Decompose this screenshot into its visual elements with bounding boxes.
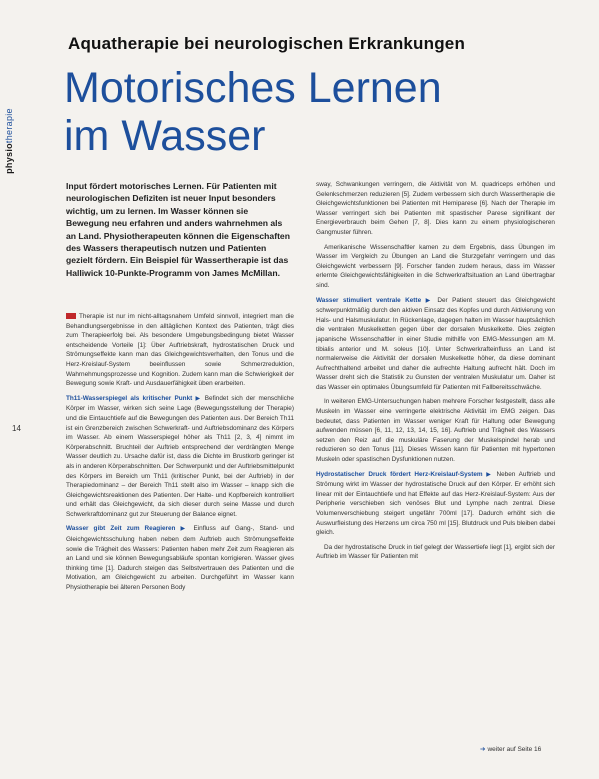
brand-part-b: therapie (4, 108, 14, 144)
paragraph: Da der hydrostatische Druck in tief gelegt der Wassertiefe liegt [1], ergibt sich der Auftrieb im Wasser für Patienten mit (316, 543, 555, 561)
section-heading: Wasser stimuliert ventrale Kette (316, 296, 422, 304)
left-column (66, 312, 294, 598)
right-column (316, 180, 555, 567)
continue-label: weiter auf Seite 16 (487, 746, 542, 753)
arrow-right-icon: ➔ (480, 746, 486, 753)
section-text: Neben Auftrieb und Strömung wirkt im Wasser der hydrostatische Druck auf den Körper. Er erhöht sich linear mit der Eintauchtiefe und hat Effekte auf das Herz-Kreislauf-System: Aus der Peripherie verschieben sich venöses Blut und Lymphe nach zentral. Diese Volumenverschiebung steigert ungefähr 700ml [17]. Dadurch erhöht sich die Auswurfleistung des Herzens um circa 750 ml [15]. Blutdruck und Puls bleiben dabei gleich. (316, 470, 556, 537)
section-ventral-chain (316, 296, 555, 393)
lead-paragraph: Input fördert motorisches Lernen. Für Patienten mit neurologischen Defiziten ist neuer Input besonders wichtig, um zu lernen. Im Wasser können sie Bewegung neu erfahren und anders wahrnehmen als an Land. Physiotherapeuten können die Eigenschaften des Wassers therapeutisch nutzen und Patienten gezielt fördern. Ein Beispiel für Wassertherapie ist das Halliwick 10-Punkte-Programm von James McMillan. (66, 181, 290, 278)
section-text: Der Patient steuert das Gleichgewicht schwerpunktmäßig durch den aktiven Einsatz des Kopfes und durch Aktivierung von Hals- und Halsmuskulatur. In Rückenlage, dagegen halten im Wasser hauptsächlich die ventralen Muskelketten gegen über der dorsalen Muskelkette. Dies zeigten japanische Wissenschaftler in einer Studie mithilfe von EMG-Messungen am M. tibialis anterior und M. soleus [10]. Unter Schwerkrafteinfluss an Land ist normalerweise die Aktivität der dorsalen Muskelkette höher, da diese dominant Aufrechthaltend arbeitet und daher die aufrechte Haltung aufrecht hält. Doch im Wasser dreht sich die Statistik zu Gunsten der ventralen Muskulatur um. Daher ist das Wasser ein optimales Übungsumfeld für Patienten mit Fallbereitsschwäche. (316, 296, 555, 391)
paragraph: sway, Schwankungen verringern, die Aktivität von M. quadriceps erhöhen und Gelenkschmerzen reduzieren [5]. Zudem verbessern sich durch Wassertherapie die Gleichgewichtsfunktionen bei Patienten mit Hemiparese [6]. Nach der Therapie im Wasser verringert sich bei Patienten mit spastischer Parese signifikant der Energieverbrauch beim Gehen [7, 8]. Dies kann zu einem physiologischeren Gangmuster führen. (316, 181, 555, 236)
brand-part-a: physio (4, 143, 14, 174)
article-title (64, 64, 442, 160)
continue-link[interactable] (480, 745, 541, 753)
section-heading: Hydrostatischer Druck fördert Herz-Kreislauf-System (316, 470, 483, 478)
arrow-right-icon: ▶ (425, 297, 433, 304)
side-brand-label (2, 96, 16, 186)
arrow-right-icon: ▶ (486, 471, 493, 478)
title-line-2: im Wasser (64, 112, 266, 160)
paragraph: In weiteren EMG-Untersuchungen haben mehrere Forscher festgestellt, dass alle Muskeln im Wasser eine verringerte elektrische Aktivität im EMG zeigen. Das bedeutet, dass Patienten im Wasser weniger Kraft für Haltung oder Bewegung aufwenden müssen [6, 11, 12, 13, 14, 15, 16]. Auftrieb und Trägheit des Wassers setzen den Reiz auf die muskuläre Faserung der Muskelspindel herab und reduzieren so den Tonus [11]. Dieses Wissen kann für Patienten mit hypertonen Muskeln oder spastischen Dysfunktionen nutzen. (316, 398, 555, 464)
page-number: 14 (12, 424, 21, 433)
arrow-right-icon: ▶ (195, 395, 202, 402)
section-th11 (66, 394, 294, 520)
section-heading: Wasser gibt Zeit zum Reagieren (66, 525, 176, 533)
section-text: Befindet sich der menschliche Körper im Wasser, wirken sich seine Lage (Bewegungsstellung der Therapie) und die Eintauchtiefe auf die Bewegungen des Patienten aus. Der Bereich Th11 ist ein Grenzbereich zwischen Schwerkraft- und Auftriebsdominanz des Körpers im Wasser. Ab einem Wasserspiegel höher als Th11 [2, 3, 4] nimmt im Körperabschnitt. Bruchteil der Auftrieb entsprechend der verdrängten Menge Wasser deutlich zu. Ursache dafür ist, dass die Dichte im Brustkorb geringer ist als in anderen Körperabschnitten. Der Schwerpunkt und der Auftriebsmittelpunkt des Körpers im Bereich um Th11 (kritischer Punkt, bei der Auftrieb) in der Therapiedominanz – der Bereich Th11 stellt also im Wasser – knapp sich die Gleichgewichtsreaktionen des Patienten. Der Halte- und Kopfbereich kontrolliert und erhält das Gleichgewicht, da sich dieser durch seine Masse und durch Schwerkraftdominanz gut zur Steuerung der Balance eignet. (66, 394, 294, 518)
section-text: Einfluss auf Gang-, Stand- und Gleichgewichtsschulung haben neben dem Auftrieb auch Strömungseffekte sowie die Trägheit des Wassers: Patienten haben mehr Zeit zum Reagieren als an Land und sie können Bewegungsabläufe spontan korrigieren. Wasser gives thinking time [1]. Dadurch steigen das Selbstvertrauen des Patienten und die Motivation, am Gleichgewicht zu arbeiten. Durchgeführt im Wasser kann Physiotherapie bei älteren Personen Body (66, 525, 294, 592)
paragraph: Amerikanische Wissenschaftler kamen zu dem Ergebnis, dass Übungen im Wasser im Vergleich zu Übungen an Land die Sturzgefahr verringern und das Gleichgewicht verbessern [9]. Forscher fanden zudem heraus, dass im Wasser erlernte Gleichgewichtsfähigkeiten in die Schwerkraftsituation an Land übertragbar sind. (316, 243, 555, 289)
article-kicker: Aquatherapie bei neurologischen Erkrankungen (68, 34, 466, 53)
intro-paragraph (66, 312, 294, 389)
section-hydrostatic-pressure (316, 470, 555, 538)
intro-text: Therapie ist nur im nicht-alltagsnahem Umfeld sinnvoll, integriert man die Behandlungsergebnisse in den alltäglichen Kontext des Patienten, trägt dies zum Therapieerfolg bei. Als besondere Umgebungsbedingung bietet Wasser entscheidende Vorteile [1]: Über Auftriebskraft, hydrostatischen Druck und Strömungseffekte kann man das Gleichgewichtsverhalten, den Tonus und die Herz-Kreislauf-System beeinflussen sowie Schmerzreduktion, Wahrnehmungsprozesse und Kognition. Zudem kann man die Schwierigkeit der Bewegung sowie Kraft- und Ausdauerfähigkeit üben erarbeiten. (66, 313, 294, 388)
section-reaction-time (66, 524, 294, 592)
title-line-1: Motorisches Lernen (64, 64, 442, 112)
section-marker-icon (66, 313, 76, 319)
section-heading: Th11-Wasserspiegel als kritischer Punkt (66, 394, 193, 402)
arrow-right-icon: ▶ (180, 526, 189, 533)
